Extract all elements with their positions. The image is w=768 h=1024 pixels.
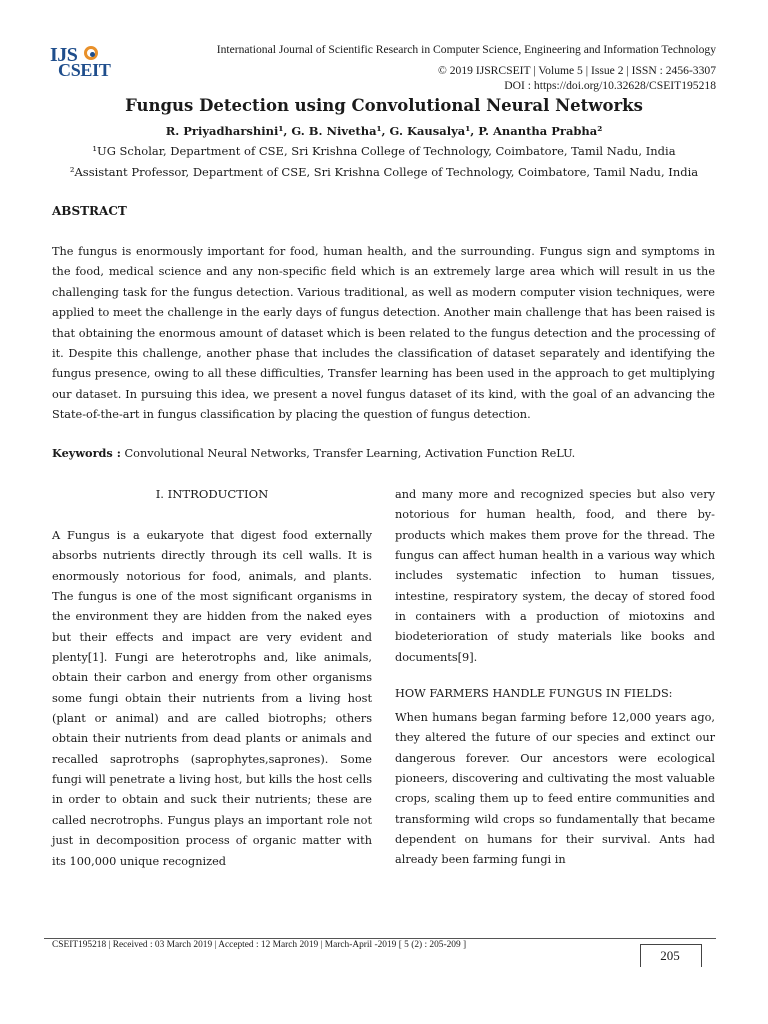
- logo-ijs-text: IJS: [50, 44, 78, 66]
- section-heading-introduction: I. INTRODUCTION: [155, 487, 269, 501]
- abstract-body: The fungus is enormously important for food, human health, and the surrounding. Fungus sign and symptoms in the food, medical science and any non-specific field which is an extremely large area which will result in us the challenging task for the fungus detection. Various traditional, as well as modern computer vision techniques, were applied to meet the challenge in the early days of fungus detection. Another main challenge that has been raised is that obtaining the enormous amount of dataset which is been related to the fungus detection and the processing of it. Despite this challenge, another phase that includes the classification of dataset separately and identifying the fungus presence, owing to all these difficulties, Transfer learning has been used in the approach to get multiplying our dataset. In pursuing this idea, we present a novel fungus dataset of its kind, with the goal of an advancing the State-of-the-art in fungus classification by placing the question of fungus detection.: [52, 245, 715, 422]
- logo-ring-icon: [84, 46, 98, 60]
- abstract-heading: ABSTRACT: [52, 204, 127, 218]
- author-list: R. Priyadharshini¹, G. B. Nivetha¹, G. Kausalya¹, P. Anantha Prabha²: [165, 124, 603, 138]
- intro-column-right-bottom: When humans began farming before 12,000 years ago, they altered the future of our species and extinct our dangerous forever. Our ancestors were ecological pioneers, discovering and cultivating the most valuable crops, scaling them up to feed entire communities and transforming wild crops so fundamentally that became dependent on humans for their survival. Ants had already been farming fungi in: [395, 711, 715, 867]
- keywords: [52, 446, 575, 460]
- journal-name: International Journal of Scientific Research in Computer Science, Engineering and Information Technology: [216, 43, 716, 56]
- journal-logo: [50, 44, 114, 80]
- page-number: 205: [660, 948, 680, 963]
- footer-citation: CSEIT195218 | Received : 03 March 2019 | Accepted : 12 March 2019 | March-April -2019 [ 5 (2) : 205-209 ]: [52, 940, 467, 950]
- footer-divider: [44, 938, 716, 939]
- keywords-text: Convolutional Neural Networks, Transfer Learning, Activation Function ReLU.: [124, 447, 576, 460]
- intro-column-right-top: and many more and recognized species but also very notorious for human health, food, and there by-products which makes them prove for the thread. The fungus can affect human health in a various way which includes systematic infection to human tissues, intestine, respiratory system, the decay of stored food in containers with a production of miotoxins and biodeterioration of study materials like books and documents[9].: [395, 488, 715, 664]
- issue-line: © 2019 IJSRCSEIT | Volume 5 | Issue 2 | ISSN : 2456-3307: [438, 64, 716, 77]
- subsection-heading-farmers: HOW FARMERS HANDLE FUNGUS IN FIELDS:: [395, 687, 673, 700]
- affiliation-1: ¹UG Scholar, Department of CSE, Sri Krishna College of Technology, Coimbatore, Tamil Nadu, India: [92, 144, 676, 158]
- keywords-label: Keywords :: [52, 446, 121, 460]
- doi-link[interactable]: DOI : https://doi.org/10.32628/CSEIT195218: [504, 79, 716, 92]
- intro-column-left: A Fungus is a eukaryote that digest food externally absorbs nutrients directly through its cell walls. It is enormously notorious for food, animals, and plants. The fungus is one of the most significant organisms in the environment they are hidden from the naked eyes but their effects and impact are very evident and plenty[1]. Fungi are heterotrophs and, like animals, obtain their carbon and energy from other organisms some fungi obtain their nutrients from a living host (plant or animal) and are called biotrophs; others obtain their nutrients from dead plants or animals and recalled saprotrophs (saprophytes,saprones). Some fungi will penetrate a living host, but kills the host cells in order to obtain and suck their nutrients; these are called necrotrophs. Fungus plays an important role not just in decomposition process of organic matter with its 100,000 unique recognized: [52, 529, 372, 868]
- paper-title: Fungus Detection using Convolutional Neural Networks: [125, 96, 643, 115]
- affiliation-2: ²Assistant Professor, Department of CSE, Sri Krishna College of Technology, Coimbatore, Tamil Nadu, India: [69, 165, 699, 179]
- logo-cseit-text: CSEIT: [58, 60, 111, 80]
